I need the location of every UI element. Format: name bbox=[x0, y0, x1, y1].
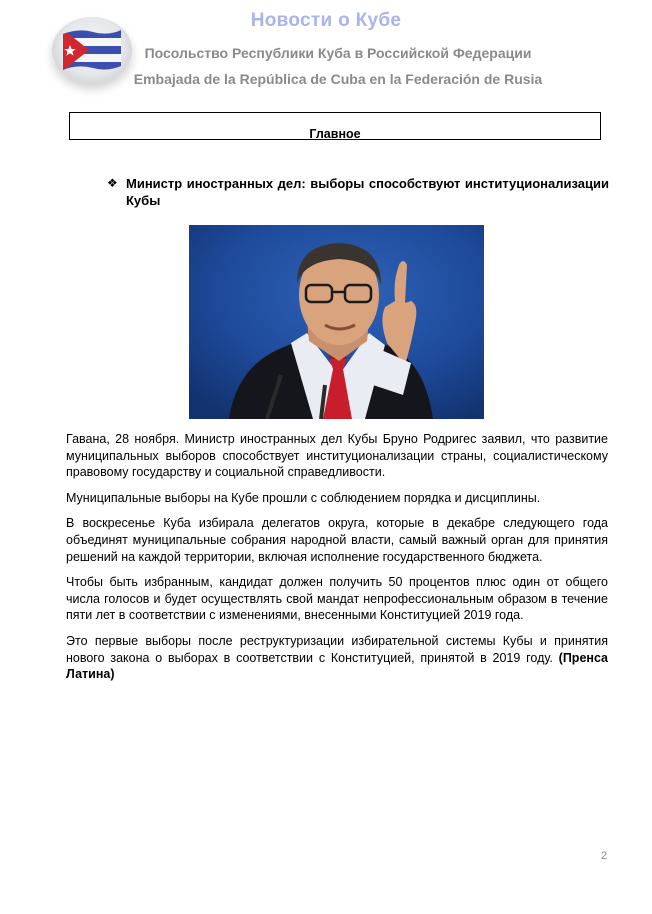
headline-text: Министр иностранных дел: выборы способствуют институционализации Кубы bbox=[126, 176, 609, 208]
article-paragraph: Чтобы быть избранным, кандидат должен получить 50 процентов плюс один от общего числа голосов и будет осуществлять свой мандат непрофессиональным образом в течение пяти лет в соответствии с изменениями, внесенными Конституцией 2019 года. bbox=[66, 575, 608, 623]
article-headline bbox=[107, 175, 609, 209]
newsletter-title: Новости о Кубе bbox=[250, 10, 402, 31]
article-paragraph-final bbox=[66, 633, 608, 683]
embassy-name-ru: Посольство Республики Куба в Российской Федерации bbox=[144, 45, 532, 61]
article-paragraph: В воскресенье Куба избирала делегатов округа, которые в декабре следующего года объединят муниципальные собрания народной власти, самый важный орган для принятия решений на каждой территории, включая исполнение государственного бюджета. bbox=[66, 516, 608, 564]
article-body bbox=[66, 431, 608, 692]
section-heading-box bbox=[69, 112, 601, 140]
article-photo bbox=[189, 225, 484, 419]
speaker-photo bbox=[189, 225, 484, 419]
news-source: (Пренса Латина) bbox=[66, 650, 608, 682]
diamond-bullet-icon: ❖ bbox=[107, 176, 118, 190]
embassy-name-es: Embajada de la República de Cuba en la Federación de Rusia bbox=[133, 71, 543, 87]
section-title: Главное bbox=[309, 127, 361, 141]
page-number: 2 bbox=[601, 850, 608, 862]
article-paragraph-text: Это первые выборы после реструктуризации избирательной системы Кубы и принятия нового закона о выборах в соответствии с Конституцией, принятой в 2019 году. bbox=[66, 633, 608, 665]
article-paragraph: Муниципальные выборы на Кубе прошли с соблюдением порядка и дисциплины. bbox=[66, 490, 541, 505]
page-header bbox=[0, 0, 652, 110]
article-paragraph: Гавана, 28 ноября. Министр иностранных дел Кубы Бруно Родригес заявил, что развитие муниципальных выборов способствует институционализации страны, социалистическому правовому государству и социальной справедливости. bbox=[66, 432, 608, 480]
